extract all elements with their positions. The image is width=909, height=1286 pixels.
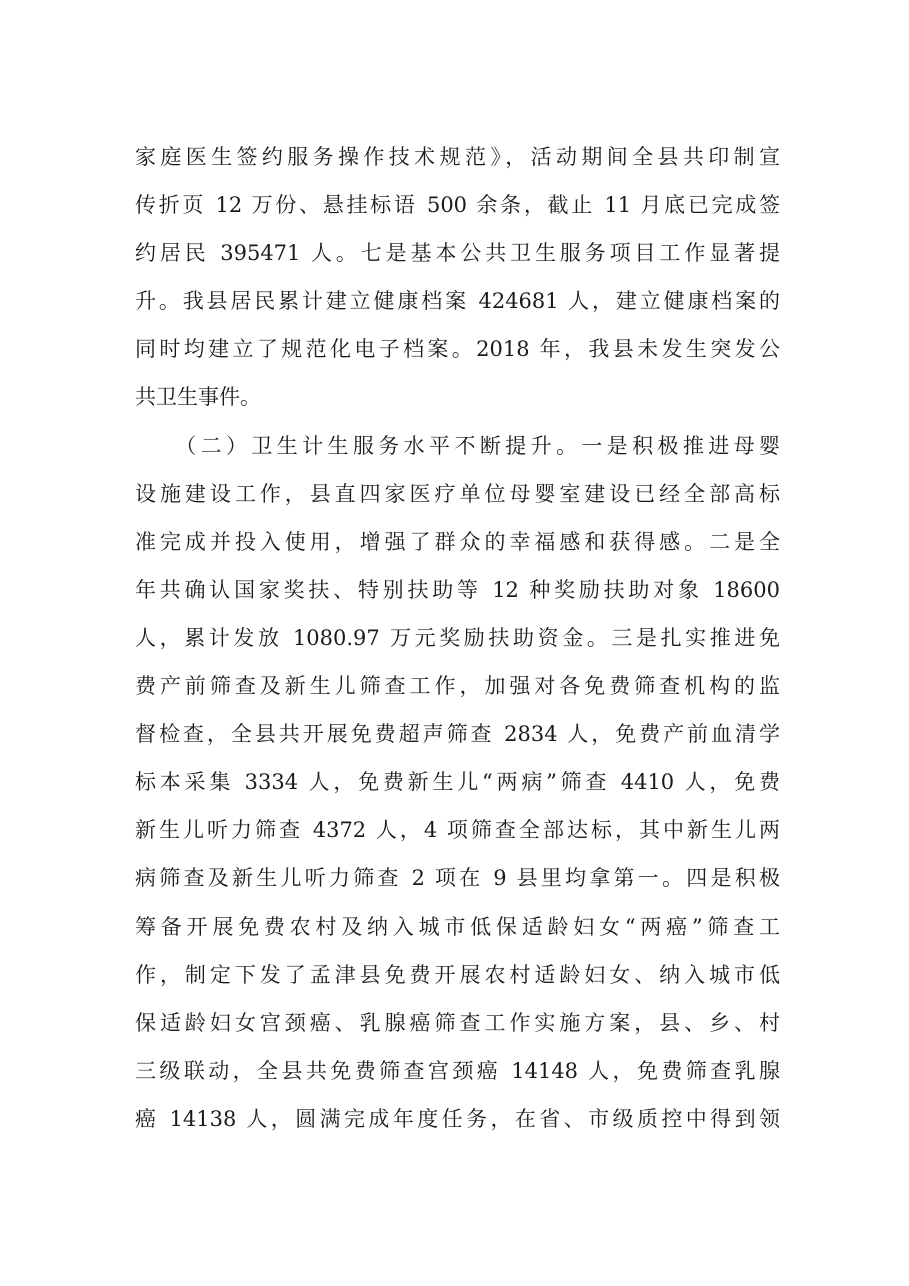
text-line: 共卫生事件。 [135,385,261,410]
text-line: 人，累计发放 1080.97 万元奖励扶助资金。三是扎实推进免 [135,625,780,650]
body-text [135,133,780,1143]
text-line: 保适龄妇女宫颈癌、乳腺癌筛查工作实施方案，县、乡、村 [135,1010,780,1035]
text-line: 家庭医生签约服务操作技术规范》，活动期间全县共印制宣 [135,145,780,169]
text-line: 约居民 395471 人。七是基本公共卫生服务项目工作显著提 [135,241,780,266]
text-line: 设施建设工作，县直四家医疗单位母婴室建设已经全部高标 [135,481,780,506]
text-line: 督检查，全县共开展免费超声筛查 2834 人，免费产前血清学 [135,722,780,747]
text-line: 准完成并投入使用，增强了群众的幸福感和获得感。二是全 [135,529,780,554]
text-line: 费产前筛查及新生儿筛查工作，加强对各免费筛查机构的监 [135,674,780,699]
text-line: 年共确认国家奖扶、特别扶助等 12 种奖励扶助对象 18600 [135,577,780,602]
text-line: 升。我县居民累计建立健康档案 424681 人，建立健康档案的 [135,289,780,314]
text-line: 传折页 12 万份、悬挂标语 500 余条，截止 11 月底已完成签 [135,193,780,218]
text-line: 筹备开展免费农村及纳入城市低保适龄妇女“两癌”筛查工 [135,914,780,939]
text-line: 标本采集 3334 人，免费新生儿“两病”筛查 4410 人，免费 [135,770,780,795]
text-line: 三级联动，全县共免费筛查宫颈癌 14148 人，免费筛查乳腺 [135,1058,780,1083]
text-line: 新生儿听力筛查 4372 人，4 项筛查全部达标，其中新生儿两 [135,818,780,843]
text-line: （二）卫生计生服务水平不断提升。一是积极推进母婴 [135,433,780,458]
text-line: 同时均建立了规范化电子档案。2018 年，我县未发生突发公 [135,337,780,362]
text-line: 癌 14138 人，圆满完成年度任务，在省、市级质控中得到领 [135,1106,780,1131]
text-line: 作，制定下发了孟津县免费开展农村适龄妇女、纳入城市低 [135,962,780,987]
text-line: 病筛查及新生儿听力筛查 2 项在 9 县里均拿第一。四是积极 [135,866,780,891]
